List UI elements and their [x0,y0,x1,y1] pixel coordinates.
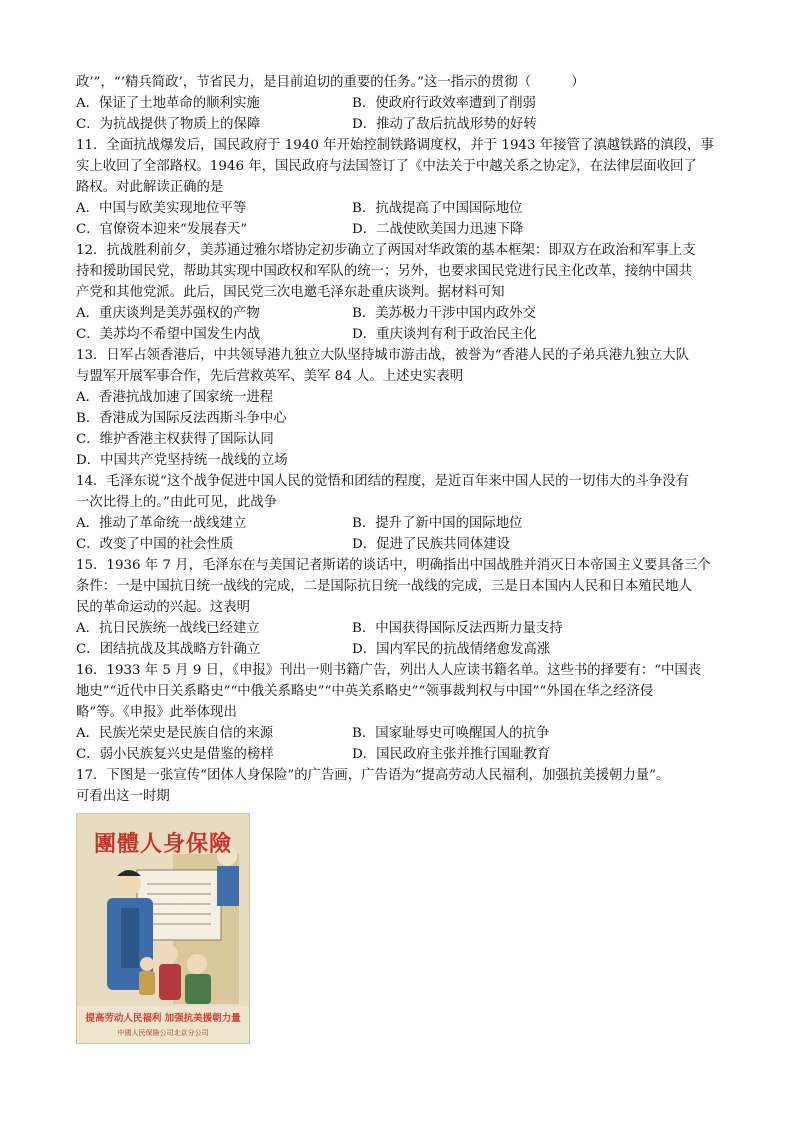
insurance-poster-image [76,813,250,1044]
q11-option-c[interactable]: C．官僚资本迎来“发展春天” [76,222,248,237]
q12-option-d[interactable]: D．重庆谈判有利于政治民主化 [352,327,537,342]
q16-stem-line-1: 16．1933 年 5 月 9 日，《申报》刊出一则书籍广告，列出人人应读书籍名单。这些书的择要有：“中国丧 [76,663,702,678]
q12-stem-line-1: 12．抗战胜利前夕，美苏通过雅尔塔协定初步确立了两国对华政策的基本框架：即双方在政治和军事上支 [76,243,696,258]
q15-option-c[interactable]: C．团结抗战及其战略方针确立 [76,642,261,657]
q16-option-d[interactable]: D．国民政府主张并推行国耻教育 [352,747,551,762]
q10-options-row-2 [76,114,722,135]
q11-option-b[interactable]: B．抗战提高了中国国际地位 [352,201,523,216]
q16-options-row-1 [76,723,722,744]
q13-option-b[interactable]: B．香港成为国际反法西斯斗争中心 [76,411,287,426]
q14-option-d[interactable]: D．促进了民族共同体建设 [352,537,511,552]
q15-option-d[interactable]: D．国内军民的抗战情绪愈发高涨 [352,642,551,657]
q10-option-a[interactable]: A．保证了土地革命的顺利实施 [76,96,260,111]
q10-option-d[interactable]: D．推动了敌后抗战形势的好转 [352,117,537,132]
q16-stem-line-2: 地史”“近代中日关系略史”“中俄关系略史”“中英关系略史”“领事裁判权与中国”“外国在华之经济侵 [76,684,654,699]
q13-stem-line-1: 13．日军占领香港后，中共领导港九独立大队坚持城市游击战，被誉为“香港人民的子弟兵港九独立大队 [76,348,690,363]
q10-option-c[interactable]: C．为抗战提供了物质上的保障 [76,117,261,132]
q13-stem-line-2: 与盟军开展军事合作，先后营救英军、美军 84 人。上述史实表明 [76,369,464,384]
q14-option-b[interactable]: B．提升了新中国的国际地位 [352,516,523,531]
q15-stem-line-1: 15．1936 年 7 月，毛泽东在与美国记者斯诺的谈话中，明确指出中国战胜并消灭日本帝国主义要具备三个 [76,558,711,573]
q15-option-a[interactable]: A．抗日民族统一战线已经建立 [76,621,260,636]
q11-stem-line-2: 实上收回了全部路权。1946 年，国民政府与法国签订了《中法关于中越关系之协定》，在法律层面收回了 [76,159,697,174]
q11-option-d[interactable]: D．二战使欧美国力迅速下降 [352,222,524,237]
poster-title: 團體人身保險 [93,832,232,857]
q11-options-row-2 [76,219,722,240]
poster-publisher: 中國人民保險公司北京分公司 [117,1029,209,1037]
q14-stem-line-2: 一次比得上的。”由此可见，此战争 [76,495,278,510]
q16-option-b[interactable]: B．国家耻辱史可唤醒国人的抗争 [352,726,550,741]
exam-page [76,72,722,807]
q13-option-c[interactable]: C．维护香港主权获得了国际认同 [76,432,274,447]
q14-option-c[interactable]: C．改变了中国的社会性质 [76,537,234,552]
q10-options-row-1 [76,93,722,114]
q17-stem-line-2: 可看出这一时期 [76,789,170,804]
q16-options-row-2 [76,744,722,765]
q10-stem-tail: 政’”，“‘精兵简政’，节省民力，是目前迫切的重要的任务。”这一指示的贯彻（ ） [76,75,585,90]
q16-option-a[interactable]: A．民族光荣史是民族自信的来源 [76,726,274,741]
q12-stem-line-3: 产党和其他党派。此后，国民党三次电邀毛泽东赴重庆谈判。据材料可知 [76,285,505,300]
q16-option-c[interactable]: C．弱小民族复兴史是借鉴的榜样 [76,747,274,762]
q12-options-row-2 [76,324,722,345]
q15-stem-line-2: 条件：一是中国抗日统一战线的完成，二是国际抗日统一战线的完成，三是日本国内人民和日本殖民地人 [76,579,692,594]
q12-option-c[interactable]: C．美苏均不希望中国发生内战 [76,327,261,342]
q11-option-a[interactable]: A．中国与欧美实现地位平等 [76,201,247,216]
q17-stem-line-1: 17．下图是一张宣传“团体人身保险”的广告画，广告语为“提高劳动人民福利，加强抗美援朝力量”。 [76,768,670,783]
q13-option-a[interactable]: A．香港抗战加速了国家统一进程 [76,390,274,405]
q16-stem-line-3: 略”等。《申报》此举体现出 [76,705,237,720]
q15-options-row-1 [76,618,722,639]
q12-stem-line-2: 持和援助国民党，帮助其实现中国政权和军队的统一；另外，也要求国民党进行民主化改革，接纳中国共 [76,264,692,279]
q11-options-row-1 [76,198,722,219]
q11-stem-line-3: 路权。对此解读正确的是 [76,180,224,195]
q15-option-b[interactable]: B．中国获得国际反法西斯力量支持 [352,621,563,636]
q14-option-a[interactable]: A．推动了革命统一战线建立 [76,516,247,531]
q15-stem-line-3: 民的革命运动的兴起。这表明 [76,600,251,615]
q12-option-b[interactable]: B．美苏极力干涉中国内政外交 [352,306,536,321]
q10-option-b[interactable]: B．使政府行政效率遭到了削弱 [352,96,536,111]
poster-slogan: 提高劳动人民福利 加强抗美援朝力量 [85,1013,241,1024]
q12-option-a[interactable]: A．重庆谈判是美苏强权的产物 [76,306,260,321]
q13-option-d[interactable]: D．中国共产党坚持统一战线的立场 [76,453,288,468]
q15-options-row-2 [76,639,722,660]
q14-stem-line-1: 14．毛泽东说“这个战争促进中国人民的觉悟和团结的程度，是近百年来中国人民的一切伟大的斗争没有 [76,474,690,489]
q11-stem-line-1: 11．全面抗战爆发后，国民政府于 1940 年开始控制铁路调度权，并于 1943 年接管了滇越铁路的滇段，事 [76,138,714,153]
q12-options-row-1 [76,303,722,324]
q14-options-row-1 [76,513,722,534]
q14-options-row-2 [76,534,722,555]
